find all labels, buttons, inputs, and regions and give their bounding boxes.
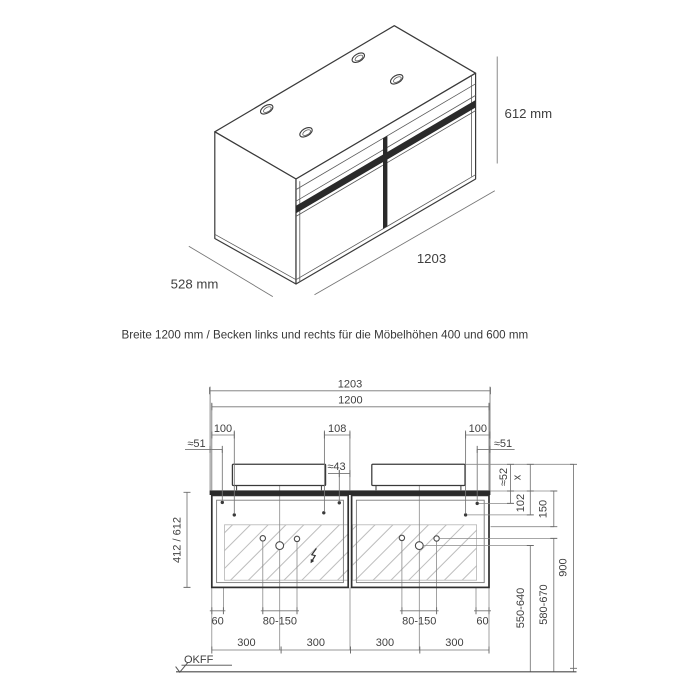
isometric-view (171, 26, 552, 297)
supply-hole (322, 511, 325, 514)
countertop (210, 490, 491, 495)
dim-300-4: 300 (445, 636, 464, 649)
dim-approx43: ≈43 (327, 460, 346, 473)
dim-approx51-left: ≈51 (187, 437, 206, 450)
installation-zone-right (352, 525, 476, 580)
dim-300-1: 300 (237, 636, 256, 649)
supply-hole (476, 502, 479, 505)
pipe-outlet (399, 535, 404, 540)
supply-hole (221, 501, 224, 504)
dim-80-150-left: 80-150 (262, 615, 298, 628)
dim-900: 900 (557, 558, 570, 577)
basin-right (372, 464, 465, 485)
dim-approx52: ≈52 (498, 467, 510, 487)
pipe-outlet (434, 536, 439, 541)
dim-offset-center: 108 (328, 422, 347, 435)
dim-offset-right: 100 (468, 422, 487, 435)
iso-depth-label: 528 mm (170, 276, 219, 292)
dim-60-left: 60 (211, 615, 224, 628)
floor-label: OKFF (184, 654, 214, 666)
dim-x-height: x (511, 474, 524, 481)
basin-left (232, 464, 325, 485)
pipe-outlet (260, 536, 265, 541)
installation-zone-left (225, 525, 349, 580)
dim-cabinet-height: 412 / 612 (171, 517, 184, 563)
dim-150: 150 (537, 499, 550, 519)
dim-80-150-right: 80-150 (402, 615, 437, 628)
drain-outlet-right (415, 542, 423, 550)
pipe-outlet (294, 536, 299, 541)
supply-hole (338, 501, 341, 504)
supply-hole (464, 513, 467, 516)
caption-text: Breite 1200 mm / Becken links und rechts für die Möbelhöhen 400 und 600 mm (121, 328, 529, 342)
dim-offset-left: 100 (213, 422, 233, 435)
supply-hole (233, 513, 236, 516)
dim-102: 102 (515, 493, 527, 513)
dim-550-640: 550-640 (515, 587, 527, 629)
dim-300-3: 300 (375, 636, 395, 649)
dim-300-2: 300 (306, 636, 325, 649)
basin-feet (237, 486, 461, 491)
dim-580-670: 580-670 (537, 584, 550, 625)
front-elevation (172, 379, 578, 673)
dim-approx51-right: ≈51 (493, 437, 513, 450)
drawer-divider (383, 136, 387, 229)
drain-outlet-left (276, 542, 284, 550)
dim-width-carcass: 1200 (338, 394, 363, 407)
dim-60-right: 60 (476, 615, 489, 628)
iso-height-label: 612 mm (504, 106, 553, 121)
dim-width-total: 1203 (337, 378, 363, 391)
iso-width-label: 1203 (416, 250, 447, 266)
